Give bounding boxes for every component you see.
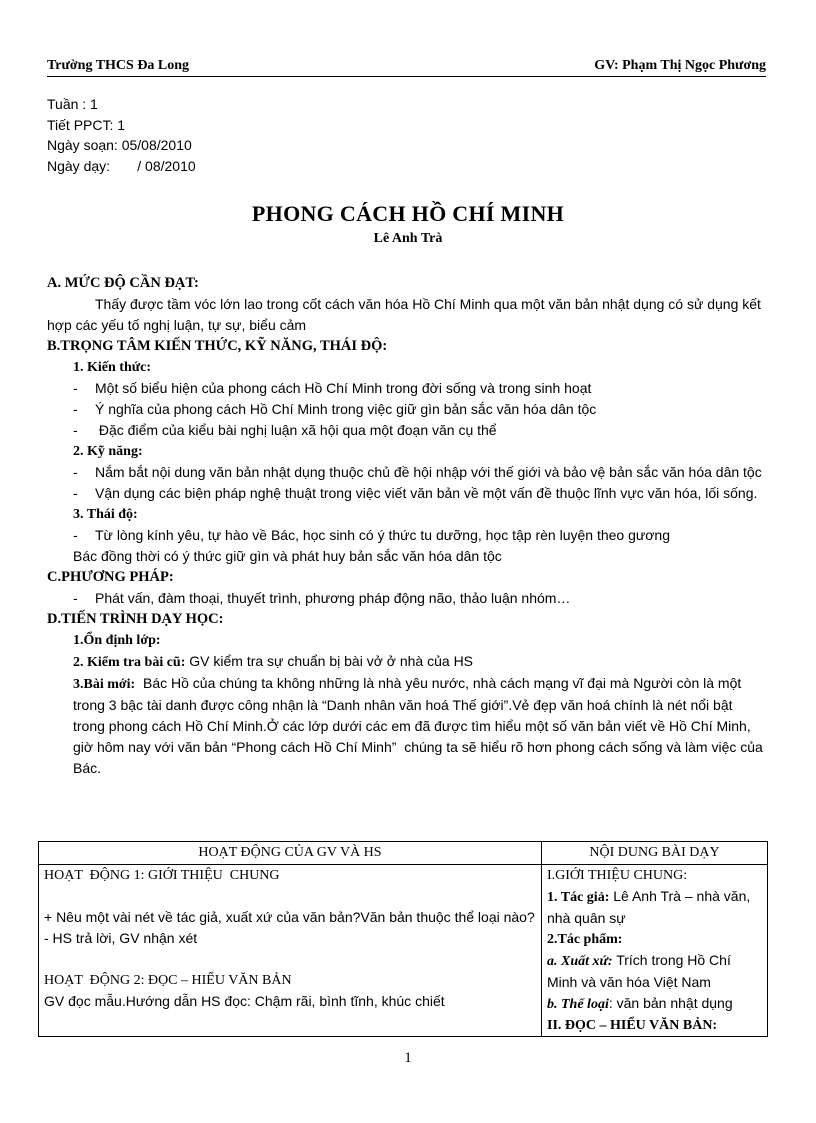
activity-1-answer: - HS trả lời, GV nhận xét	[44, 930, 198, 946]
content-cell	[542, 865, 768, 1037]
activity-1-heading: HOẠT ĐỘNG 1: GIỚI THIỆU CHUNG	[44, 868, 280, 883]
step-3-label: 3.Bài mới:	[73, 677, 136, 692]
document-author: Lê Anh Trà	[373, 231, 443, 246]
section-c-heading: C.PHƯƠNG PHÁP:	[47, 569, 174, 585]
content-heading-1: I.GIỚI THIỆU CHUNG:	[547, 868, 688, 883]
step-3-text: Bác Hồ của chúng ta không những là nhà yêu nước, nhà cách mạng vĩ đại mà Người còn là một trong 3 bậc tài danh được công nhận là “Danh nhân văn hoá Thế giới”.Vẻ đẹp văn hoá chính là nét nổi bật trong phong cách Hồ Chí Minh.Ở các lớp dưới các em đã được tìm hiểu một số văn bản viết về Hồ Chí Minh, giờ hôm nay với văn bản “Phong cách Hồ Chí Minh” chúng ta sẽ hiểu rõ hơn phong cách sống và làm việc của Bác.	[73, 675, 767, 776]
teacher-name: GV: Phạm Thị Ngọc Phương	[594, 58, 766, 73]
knowledge-heading: 1. Kiến thức:	[73, 360, 152, 375]
section-b-heading: B.TRỌNG TÂM KIẾN THỨC, KỸ NĂNG, THÁI ĐỘ:	[47, 338, 388, 354]
skills-heading: 2. Kỹ năng:	[73, 444, 143, 459]
section-a-heading: A. MỨC ĐỘ CẦN ĐẠT:	[47, 275, 199, 291]
list-item: - Từ lòng kính yêu, tự hào về Bác, học sinh có ý thức tu dưỡng, học tập rèn luyện theo gương	[73, 527, 670, 543]
col-header-content: NỘI DUNG BÀI DẠY	[542, 842, 768, 865]
table-row	[39, 865, 768, 1037]
step-1-heading: 1.Ổn định lớp:	[73, 633, 161, 648]
section-d-heading: D.TIẾN TRÌNH DẠY HỌC:	[47, 611, 224, 627]
list-item: - Ý nghĩa của phong cách Hồ Chí Minh trong việc giữ gìn bản sắc văn hóa dân tộc	[73, 401, 597, 417]
step-2-text: GV kiểm tra sự chuẩn bị bài vở ở nhà của HS	[185, 653, 474, 669]
meta-taught-date: Ngày dạy: / 08/2010	[47, 157, 196, 174]
page-number: 1	[404, 1050, 412, 1066]
meta-period: Tiết PPCT: 1	[47, 116, 126, 133]
list-item: - Nắm bắt nội dung văn bản nhật dụng thuộc chủ đề hội nhập với thế giới và bảo vệ bản sắc văn hóa dân tộc	[73, 464, 762, 480]
step-3	[47, 673, 768, 779]
attitude-heading: 3. Thái độ:	[73, 507, 138, 522]
school-name: Trường THCS Đa Long	[47, 58, 190, 73]
meta-week: Tuần : 1	[47, 96, 98, 112]
document-title: PHONG CÁCH HỒ CHÍ MINH	[251, 201, 565, 226]
step-2	[47, 651, 768, 673]
list-item: - Đặc điểm của kiểu bài nghị luận xã hội qua một đoạn văn cụ thể	[73, 422, 497, 438]
content-author: 1. Tác giả: Lê Anh Trà – nhà văn, nhà quân sự	[547, 888, 751, 926]
content-heading-2: II. ĐỌC – HIỂU VĂN BẢN:	[547, 1018, 718, 1033]
meta-prepared-date: Ngày soạn: 05/08/2010	[47, 137, 192, 153]
content-origin: a. Xuất xứ: Trích trong Hồ Chí Minh và văn hóa Việt Nam	[547, 952, 731, 990]
list-item: - Vận dụng các biện pháp nghệ thuật trong việc viết văn bản về một vấn đề thuộc lĩnh vực văn hóa, lối sống.	[73, 485, 758, 501]
content-work-heading: 2.Tác phẩm:	[547, 932, 623, 947]
table-header-row	[39, 842, 768, 865]
activities-cell	[39, 865, 542, 1037]
attitude-continuation: Bác đồng thời có ý thức giữ gìn và phát huy bản sắc văn hóa dân tộc	[73, 548, 502, 564]
section-a-text: Thấy được tầm vóc lớn lao trong cốt cách văn hóa Hồ Chí Minh qua một văn bản nhật dụng có sử dụng kết hợp các yếu tố nghị luận, tự sự, biểu cảm	[47, 296, 761, 333]
activity-1-question: + Nêu một vài nét về tác giả, xuất xứ của văn bản?Văn bản thuộc thể loại nào?	[44, 909, 535, 925]
activity-2-reading: GV đọc mẫu.Hướng dẫn HS đọc: Chậm rãi, bình tĩnh, khúc chiết	[44, 993, 445, 1009]
lesson-meta	[47, 94, 196, 176]
step-2-label: 2. Kiểm tra bài cũ:	[73, 655, 186, 670]
document-body	[47, 273, 768, 779]
activity-2-heading: HOẠT ĐỘNG 2: ĐỌC – HIỂU VĂN BẢN	[44, 973, 292, 988]
list-item: - Phát vấn, đàm thoại, thuyết trình, phương pháp động não, thảo luận nhóm…	[73, 590, 571, 606]
col-header-activities: HOẠT ĐỘNG CỦA GV VÀ HS	[39, 842, 542, 865]
lesson-table	[38, 841, 768, 1037]
page-header	[47, 56, 766, 77]
content-genre: b. Thể loại: văn bản nhật dụng	[547, 995, 733, 1012]
list-item: - Một số biểu hiện của phong cách Hồ Chí Minh trong đời sống và trong sinh hoạt	[73, 380, 592, 396]
